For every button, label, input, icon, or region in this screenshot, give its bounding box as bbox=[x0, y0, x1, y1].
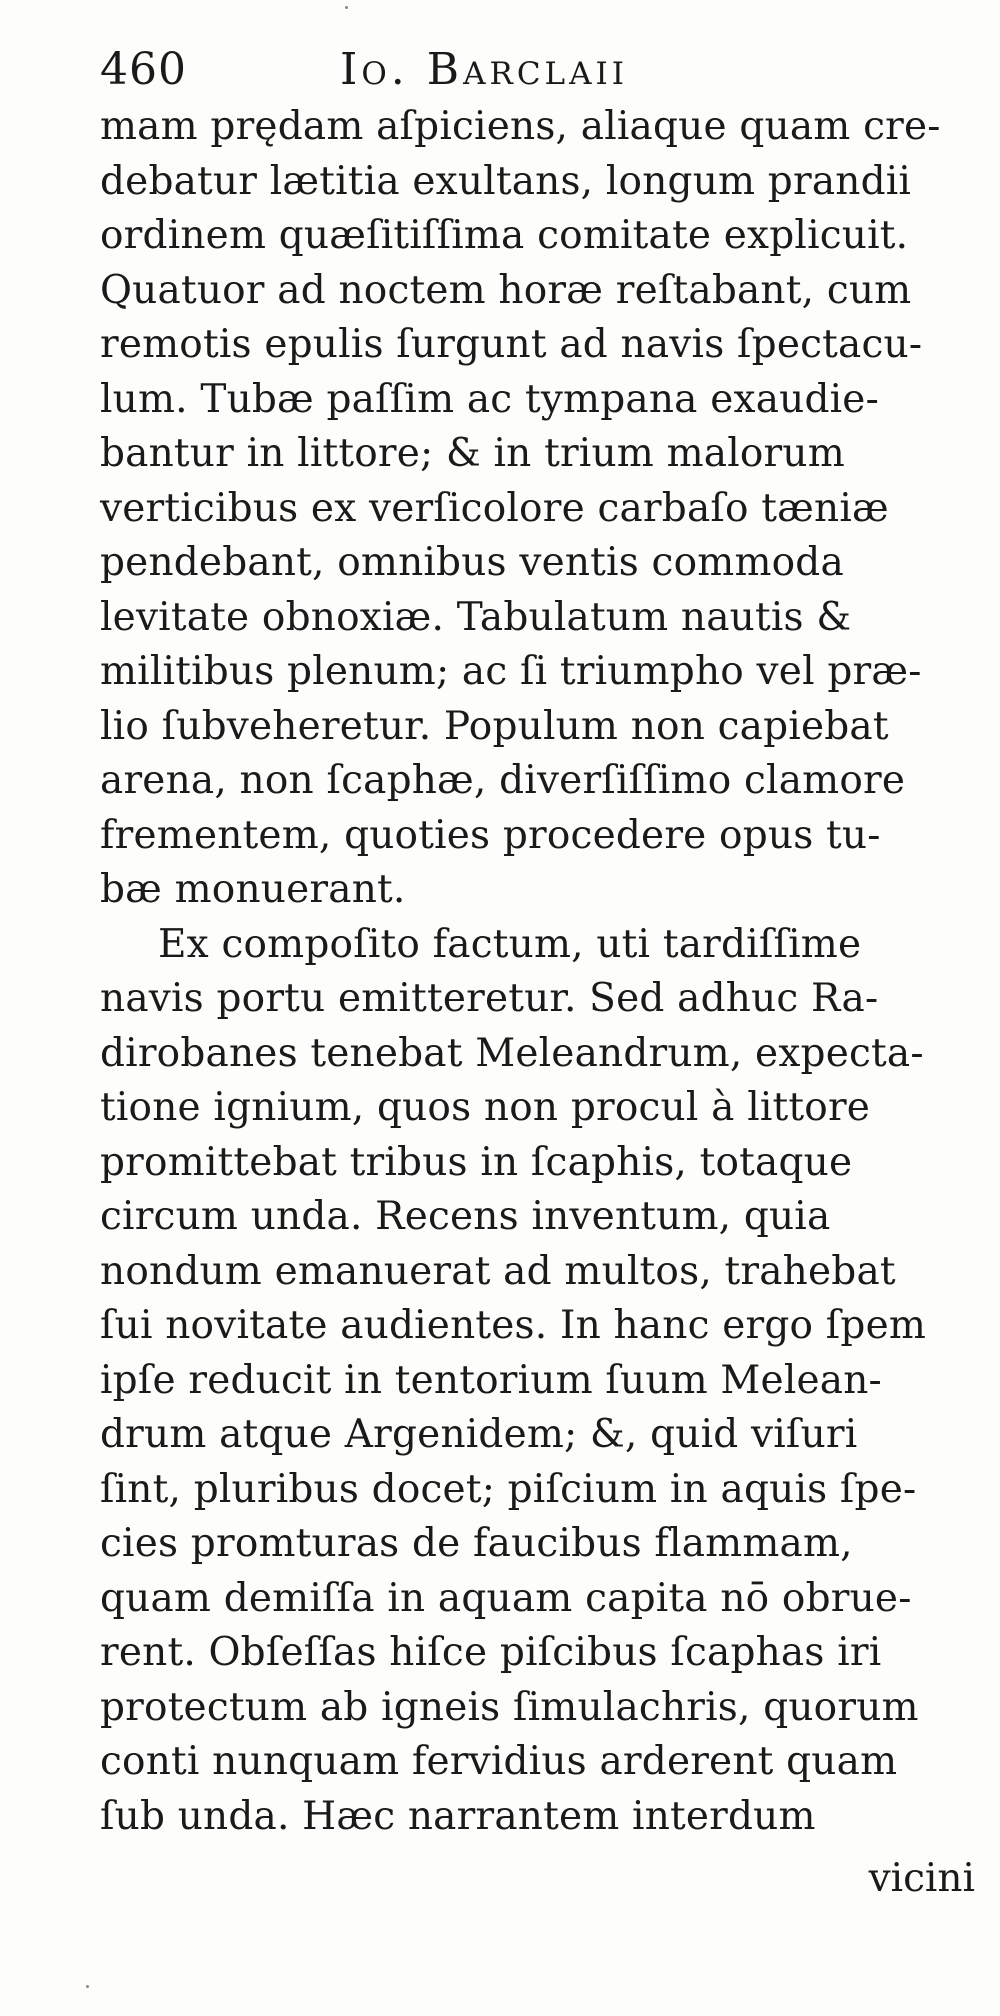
text-line: tione ignium, quos non procul à littore bbox=[100, 1085, 871, 1130]
text-line: ſub unda. Hæc narrantem interdum bbox=[100, 1793, 816, 1839]
text-line: verticibus ex verſicolore carbaſo tæniæ bbox=[100, 485, 889, 531]
body-text bbox=[100, 100, 980, 1844]
text-line: mam prędam aſpiciens, aliaque quam cre- bbox=[100, 104, 941, 149]
text-line: bæ monuerant. bbox=[100, 867, 406, 912]
paragraph-1 bbox=[100, 100, 980, 918]
text-line: ipſe reducit in tentorium ſuum Melean- bbox=[100, 1357, 882, 1403]
text-line: Quatuor ad noctem horæ reſtabant, cum bbox=[100, 267, 912, 313]
text-line: debatur lætitia exultans, longum prandii bbox=[100, 158, 912, 204]
text-line: remotis epulis ſurgunt ad navis ſpectacu- bbox=[100, 322, 923, 367]
text-line: conti nunquam fervidius arderent quam bbox=[100, 1739, 898, 1784]
text-line: lum. Tubæ paſſim ac tympana exaudie- bbox=[100, 376, 879, 422]
text-line: quam demiſſa in aquam capita nō obrue- bbox=[100, 1575, 912, 1621]
text-line: circum unda. Recens inventum, quia bbox=[100, 1194, 831, 1239]
text-line: drum atque Argenidem; &, quid viſuri bbox=[100, 1412, 858, 1457]
text-line: arena, non ſcaphæ, diverſiſſimo clamore bbox=[100, 758, 906, 803]
text-line: protectum ab igneis ſimulachris, quorum bbox=[100, 1684, 919, 1730]
text-line: levitate obnoxiæ. Tabulatum nautis & bbox=[100, 594, 852, 640]
text-line: lio ſubveheretur. Populum non capiebat bbox=[100, 703, 889, 749]
catchword: vicini bbox=[868, 1856, 975, 1901]
text-line: rent. Obſeſſas hiſce piſcibus ſcaphas iri bbox=[100, 1630, 882, 1675]
text-line: pendebant, omnibus ventis commoda bbox=[100, 540, 844, 585]
text-line: ordinem quæſitiſſima comitate explicuit. bbox=[100, 213, 909, 258]
text-line: militibus plenum; ac ſi triumpho vel præ- bbox=[100, 649, 922, 694]
running-head: Io. Barclaii bbox=[340, 44, 629, 95]
text-line: ſint, pluribus docet; piſcium in aquis ſpe- bbox=[100, 1466, 917, 1512]
text-line: ſui novitate audientes. In hanc ergo ſpem bbox=[100, 1303, 927, 1348]
text-line: bantur in littore; & in trium malorum bbox=[100, 431, 845, 476]
ink-speck bbox=[86, 1985, 89, 1988]
page-number: 460 bbox=[100, 44, 187, 95]
page-header bbox=[100, 40, 920, 100]
text-line: frementem, quoties procedere opus tu- bbox=[100, 812, 881, 858]
text-line: navis portu emitteretur. Sed adhuc Ra- bbox=[100, 976, 879, 1021]
text-line: Ex compoſito factum, uti tardiſſime bbox=[158, 921, 862, 967]
text-line: cies promturas de faucibus flammam, bbox=[100, 1521, 853, 1566]
paragraph-2 bbox=[100, 918, 980, 1845]
text-line: promittebat tribus in ſcaphis, totaque bbox=[100, 1139, 853, 1185]
ink-speck bbox=[345, 6, 348, 9]
text-line: dirobanes tenebat Meleandrum, expecta- bbox=[100, 1030, 924, 1076]
text-line: nondum emanuerat ad multos, trahebat bbox=[100, 1248, 896, 1294]
